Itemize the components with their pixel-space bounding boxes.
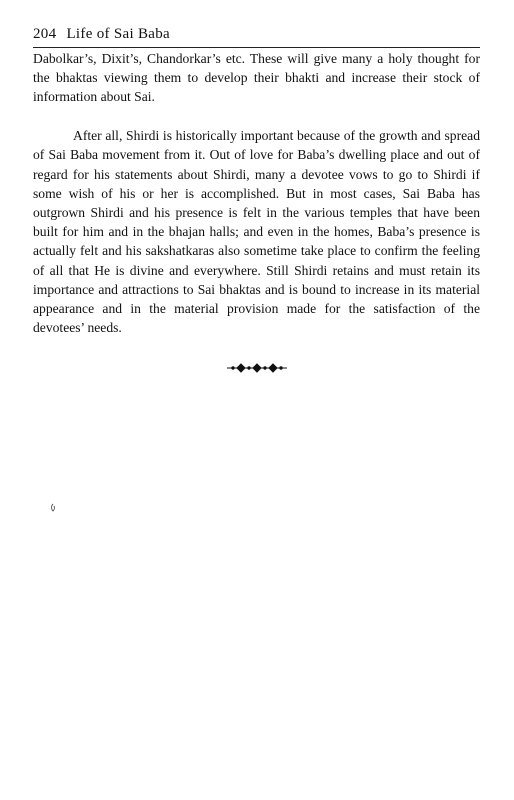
running-head [33,26,170,43]
header-rule [33,47,480,48]
page-number: 204 [33,26,57,42]
ink-speck [50,503,56,513]
body-text [33,49,480,337]
paragraph-continued: Dabolkar’s, Dixit’s, Chandorkar’s etc. These will give many a holy thought for the bhaktas viewing them to develop their bhakti and increase their stock of information about Sai. [33,51,480,105]
book-title: Life of Sai Baba [66,26,170,42]
section-end-ornament-icon [225,361,289,375]
paragraph-shirdi: After all, Shirdi is historically important because of the growth and spread of Sai Baba movement from it. Out of love for Baba’s dwelling place and out of regard for his statements about Shirdi, many a devotee vows to go to Shirdi if some wish of his or her is accomplished. But in most cases, Sai Baba has outgrown Shirdi and his presence is felt in the various temples that have been built for him and in the bhajan halls; and even in the homes, Baba’s presence is actually felt and his sakshatkaras also sometime take place to confirm the feeling of all that He is divine and everywhere. Still Shirdi retains and must retain its importance and attractions to Sai bhaktas and is bound to increase in its material appearance and in the material provision made for the satisfaction of the devotees’ needs. [33,128,480,336]
